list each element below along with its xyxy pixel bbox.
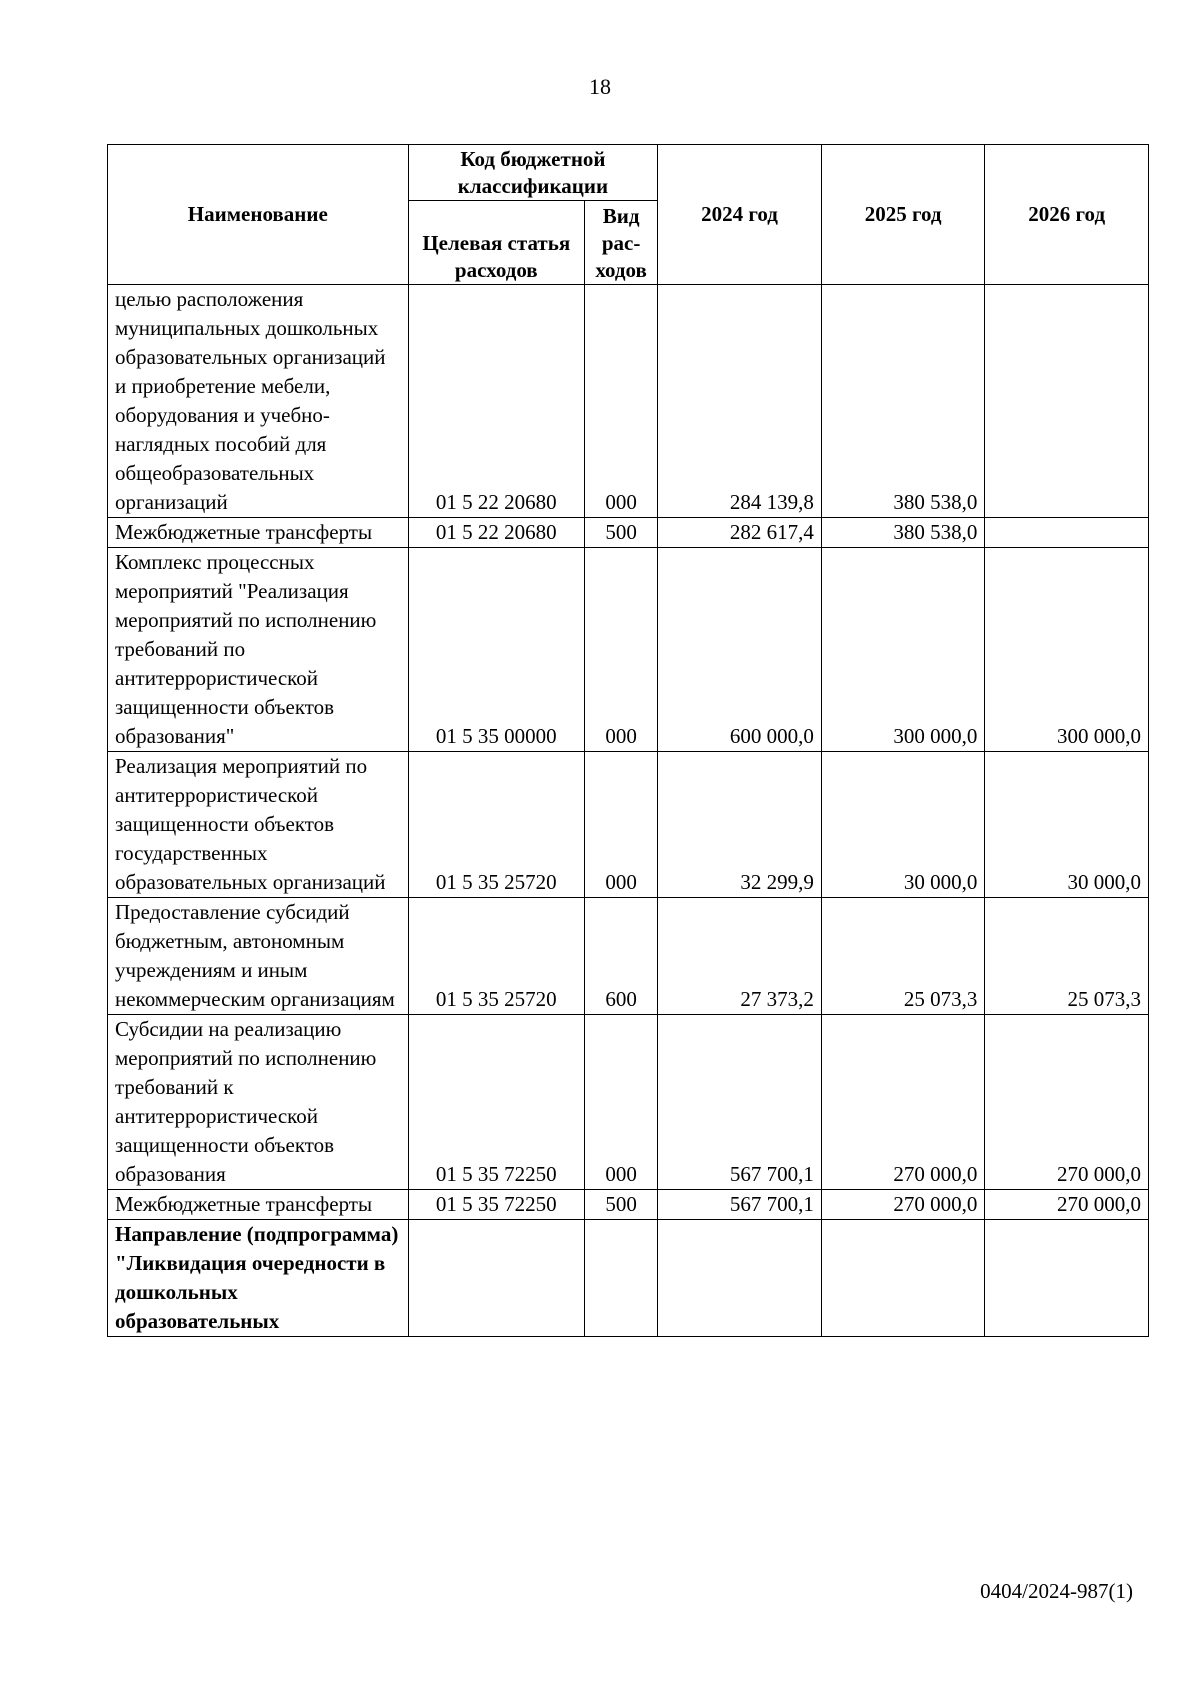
table-row — [108, 548, 1149, 752]
row-name: Направление (подпрограмма) "Ликвидация очередности в дошкольных образовательных — [108, 1220, 409, 1337]
row-kind: 600 — [584, 898, 657, 1015]
row-kind: 500 — [584, 1190, 657, 1220]
row-2024: 600 000,0 — [658, 548, 822, 752]
row-target: 01 5 35 25720 — [408, 898, 584, 1015]
row-kind: 000 — [584, 285, 657, 518]
row-2025: 380 538,0 — [821, 518, 985, 548]
row-2024: 27 373,2 — [658, 898, 822, 1015]
row-kind: 000 — [584, 1015, 657, 1190]
row-target: 01 5 35 25720 — [408, 752, 584, 898]
row-name: Реализация мероприятий по антитеррористической защищенности объектов государственных образовательных организаций — [108, 752, 409, 898]
row-target: 01 5 35 72250 — [408, 1190, 584, 1220]
budget-table — [107, 144, 1149, 1337]
header-2024: 2024 год — [658, 145, 822, 285]
row-2025: 300 000,0 — [821, 548, 985, 752]
row-2025: 270 000,0 — [821, 1015, 985, 1190]
row-2024: 284 139,8 — [658, 285, 822, 518]
row-2026 — [985, 518, 1149, 548]
row-2025: 380 538,0 — [821, 285, 985, 518]
row-2026: 270 000,0 — [985, 1190, 1149, 1220]
row-target: 01 5 22 20680 — [408, 518, 584, 548]
table-row — [108, 518, 1149, 548]
row-2026: 270 000,0 — [985, 1015, 1149, 1190]
row-kind: 000 — [584, 548, 657, 752]
header-target: Целевая статья расходов — [408, 201, 584, 285]
header-name: Наименование — [108, 145, 409, 285]
table-row — [108, 1190, 1149, 1220]
row-kind — [584, 1220, 657, 1337]
row-2026 — [985, 285, 1149, 518]
table-row — [108, 1015, 1149, 1190]
row-2025 — [821, 1220, 985, 1337]
row-kind: 000 — [584, 752, 657, 898]
table-row — [108, 1220, 1149, 1337]
row-2025: 25 073,3 — [821, 898, 985, 1015]
row-2025: 270 000,0 — [821, 1190, 985, 1220]
row-target: 01 5 35 00000 — [408, 548, 584, 752]
row-2024: 282 617,4 — [658, 518, 822, 548]
row-target: 01 5 35 72250 — [408, 1015, 584, 1190]
row-2024 — [658, 1220, 822, 1337]
row-2026: 300 000,0 — [985, 548, 1149, 752]
page-number: 18 — [589, 74, 611, 99]
row-name: Межбюджетные трансферты — [108, 518, 409, 548]
row-target: 01 5 22 20680 — [408, 285, 584, 518]
row-2026: 25 073,3 — [985, 898, 1149, 1015]
row-target — [408, 1220, 584, 1337]
header-2025: 2025 год — [821, 145, 985, 285]
table-row — [108, 285, 1149, 518]
header-kind: Вид рас-ходов — [584, 201, 657, 285]
row-name: Межбюджетные трансферты — [108, 1190, 409, 1220]
row-name: Комплекс процессных мероприятий "Реализация мероприятий по исполнению требований по антитеррористической защищенности объектов образования" — [108, 548, 409, 752]
row-2024: 567 700,1 — [658, 1190, 822, 1220]
document-id: 0404/2024-987(1) — [980, 1579, 1133, 1603]
header-code-group: Код бюджетной классификации — [408, 145, 658, 201]
row-name: Предоставление субсидий бюджетным, автономным учреждениям и иным некоммерческим организациям — [108, 898, 409, 1015]
table-header — [108, 145, 1149, 285]
row-2026 — [985, 1220, 1149, 1337]
row-name: целью расположения муниципальных дошкольных образовательных организаций и приобретение мебели, оборудования и учебно-наглядных пособий для общеобразовательных организаций — [108, 285, 409, 518]
table-body — [108, 285, 1149, 1337]
row-kind: 500 — [584, 518, 657, 548]
row-2024: 567 700,1 — [658, 1015, 822, 1190]
header-2026: 2026 год — [985, 145, 1149, 285]
table-row — [108, 898, 1149, 1015]
row-2026: 30 000,0 — [985, 752, 1149, 898]
row-2025: 30 000,0 — [821, 752, 985, 898]
row-2024: 32 299,9 — [658, 752, 822, 898]
table-row — [108, 752, 1149, 898]
row-name: Субсидии на реализацию мероприятий по исполнению требований к антитеррористической защищенности объектов образования — [108, 1015, 409, 1190]
